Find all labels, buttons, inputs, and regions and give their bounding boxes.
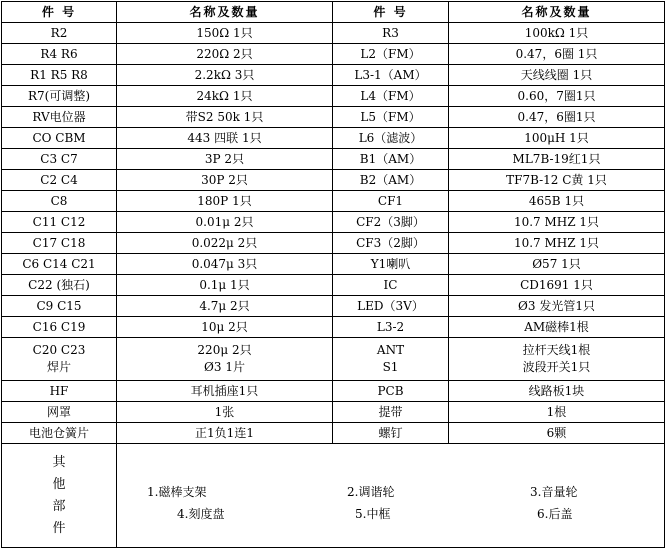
name-qty-cell: Ø3 发光管1只 bbox=[449, 296, 665, 317]
part-no-cell: 提带 bbox=[333, 402, 449, 423]
part-no-cell: L2（FM） bbox=[333, 44, 449, 65]
name-qty-cell: TF7B-12 C黄 1只 bbox=[449, 170, 665, 191]
part-no-cell: C16 C19 bbox=[2, 317, 117, 338]
header-part-no: 件 号 bbox=[2, 2, 117, 23]
part-no-cell: R3 bbox=[333, 23, 449, 44]
other-parts-label bbox=[2, 444, 117, 548]
name-qty-cell: 443 四联 1只 bbox=[117, 128, 333, 149]
other-part-item: 4.刻度盘 bbox=[177, 507, 225, 521]
part-no-cell: L3-2 bbox=[333, 317, 449, 338]
name-qty-cell: 24kΩ 1只 bbox=[117, 86, 333, 107]
table-row bbox=[2, 107, 665, 128]
header-part-no: 件 号 bbox=[333, 2, 449, 23]
part-no-cell bbox=[2, 338, 117, 381]
label-char: 他 bbox=[52, 476, 66, 492]
part-no-cell: C8 bbox=[2, 191, 117, 212]
part-no-cell: C6 C14 C21 bbox=[2, 254, 117, 275]
header-row bbox=[2, 2, 665, 23]
parts-list-table bbox=[1, 1, 665, 548]
name-qty-cell: 0.1μ 1只 bbox=[117, 275, 333, 296]
table-row bbox=[2, 86, 665, 107]
table-row bbox=[2, 128, 665, 149]
part-no-cell: B2（AM） bbox=[333, 170, 449, 191]
table-row bbox=[2, 212, 665, 233]
part-no-cell: R2 bbox=[2, 23, 117, 44]
part-no-cell: CF2（3脚） bbox=[333, 212, 449, 233]
name-qty-cell: 0.047μ 3只 bbox=[117, 254, 333, 275]
table-row bbox=[2, 149, 665, 170]
part-no-cell: L3-1（AM） bbox=[333, 65, 449, 86]
other-parts-list bbox=[117, 444, 665, 548]
label-char: 件 bbox=[52, 520, 66, 536]
label-char: 其 bbox=[52, 454, 66, 470]
part-no-cell: C17 C18 bbox=[2, 233, 117, 254]
name-qty-cell: 0.01μ 2只 bbox=[117, 212, 333, 233]
other-part-item: 3.音量轮 bbox=[530, 485, 578, 499]
part-no-cell: R7(可调整) bbox=[2, 86, 117, 107]
part-no-cell: R4 R6 bbox=[2, 44, 117, 65]
table-row bbox=[2, 423, 665, 444]
name-qty-cell: Ø57 1只 bbox=[449, 254, 665, 275]
part-no-cell: C9 C15 bbox=[2, 296, 117, 317]
name-qty-cell bbox=[449, 338, 665, 381]
other-part-item: 6.后盖 bbox=[537, 507, 573, 521]
part-no-cell: HF bbox=[2, 381, 117, 402]
name-qty-cell: 10.7 MHZ 1只 bbox=[449, 233, 665, 254]
name-qty-cell: 150Ω 1只 bbox=[117, 23, 333, 44]
part-no-cell: 网罩 bbox=[2, 402, 117, 423]
name-qty: Ø3 1片 bbox=[204, 360, 245, 374]
part-no-cell: Y1喇叭 bbox=[333, 254, 449, 275]
name-qty-cell: 10μ 2只 bbox=[117, 317, 333, 338]
name-qty-cell: 1根 bbox=[449, 402, 665, 423]
table-row bbox=[2, 381, 665, 402]
name-qty-cell: 0.47，6圈1只 bbox=[449, 107, 665, 128]
name-qty: 220μ 2只 bbox=[197, 343, 252, 357]
part-no-cell: R1 R5 R8 bbox=[2, 65, 117, 86]
other-part-item: 1.磁棒支架 bbox=[147, 485, 207, 499]
name-qty-cell: 180P 1只 bbox=[117, 191, 333, 212]
part-no-cell bbox=[333, 338, 449, 381]
table-row bbox=[2, 170, 665, 191]
name-qty-cell: 天线线圈 1只 bbox=[449, 65, 665, 86]
part-no-cell: RV电位器 bbox=[2, 107, 117, 128]
part-no: S1 bbox=[382, 360, 399, 374]
name-qty-cell: 2.2kΩ 3只 bbox=[117, 65, 333, 86]
name-qty-cell: 465B 1只 bbox=[449, 191, 665, 212]
part-no-cell: C22 (独石) bbox=[2, 275, 117, 296]
name-qty-cell: 100kΩ 1只 bbox=[449, 23, 665, 44]
table-row bbox=[2, 65, 665, 86]
part-no-cell: C2 C4 bbox=[2, 170, 117, 191]
name-qty-cell: 0.60，7圈1只 bbox=[449, 86, 665, 107]
label-char: 部 bbox=[52, 498, 66, 514]
name-qty-cell: CD1691 1只 bbox=[449, 275, 665, 296]
name-qty-cell: 4.7μ 2只 bbox=[117, 296, 333, 317]
name-qty-cell: 6颗 bbox=[449, 423, 665, 444]
name-qty-cell: AM磁棒1根 bbox=[449, 317, 665, 338]
part-no-cell: L4（FM） bbox=[333, 86, 449, 107]
name-qty-cell bbox=[117, 338, 333, 381]
name-qty-cell: 耳机插座1只 bbox=[117, 381, 333, 402]
part-no-cell: L5（FM） bbox=[333, 107, 449, 128]
name-qty-cell: 3P 2只 bbox=[117, 149, 333, 170]
name-qty-cell: 10.7 MHZ 1只 bbox=[449, 212, 665, 233]
table-row bbox=[2, 275, 665, 296]
other-part-item: 5.中框 bbox=[355, 507, 391, 521]
part-no-cell: C3 C7 bbox=[2, 149, 117, 170]
part-no-cell: LED（3V） bbox=[333, 296, 449, 317]
part-no-cell: 螺钉 bbox=[333, 423, 449, 444]
part-no-cell: 电池仓簧片 bbox=[2, 423, 117, 444]
table-row bbox=[2, 233, 665, 254]
table-row bbox=[2, 402, 665, 423]
part-no: C20 C23 bbox=[32, 343, 86, 357]
name-qty-cell: 1张 bbox=[117, 402, 333, 423]
name-qty-cell: 0.022μ 2只 bbox=[117, 233, 333, 254]
header-name-qty: 名称及数量 bbox=[117, 2, 333, 23]
part-no-cell: PCB bbox=[333, 381, 449, 402]
table-row bbox=[2, 191, 665, 212]
table-row bbox=[2, 317, 665, 338]
part-no-cell: CF3（2脚） bbox=[333, 233, 449, 254]
name-qty-cell: 正1负1连1 bbox=[117, 423, 333, 444]
part-no-cell: L6（滤波） bbox=[333, 128, 449, 149]
name-qty-cell: 30P 2只 bbox=[117, 170, 333, 191]
table-row bbox=[2, 338, 665, 381]
other-parts-row bbox=[2, 444, 665, 548]
part-no-cell: IC bbox=[333, 275, 449, 296]
table-row bbox=[2, 254, 665, 275]
name-qty-cell: 0.47，6圈 1只 bbox=[449, 44, 665, 65]
name-qty-cell: 带S2 50k 1只 bbox=[117, 107, 333, 128]
part-no-cell: C11 C12 bbox=[2, 212, 117, 233]
part-no: ANT bbox=[376, 343, 405, 357]
name-qty: 拉杆天线1根 bbox=[522, 343, 591, 357]
header-name-qty: 名称及数量 bbox=[449, 2, 665, 23]
table-row bbox=[2, 296, 665, 317]
part-no: 焊片 bbox=[46, 360, 71, 374]
other-part-item: 2.调谐轮 bbox=[347, 485, 395, 499]
name-qty-cell: 220Ω 2只 bbox=[117, 44, 333, 65]
part-no-cell: CO CBM bbox=[2, 128, 117, 149]
name-qty-cell: 100μH 1只 bbox=[449, 128, 665, 149]
table-row bbox=[2, 44, 665, 65]
name-qty: 波段开关1只 bbox=[522, 360, 591, 374]
name-qty-cell: ML7B-19红1只 bbox=[449, 149, 665, 170]
name-qty-cell: 线路板1块 bbox=[449, 381, 665, 402]
table-row bbox=[2, 23, 665, 44]
part-no-cell: CF1 bbox=[333, 191, 449, 212]
part-no-cell: B1（AM） bbox=[333, 149, 449, 170]
